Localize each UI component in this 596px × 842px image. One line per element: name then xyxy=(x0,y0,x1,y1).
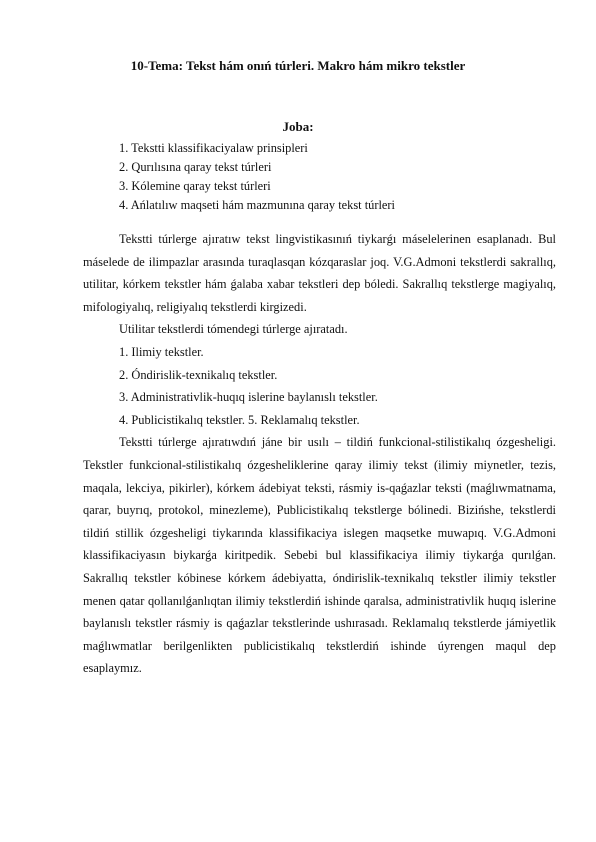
plan-item: 4. Ańlatılıw maqseti hám mazmunına qaray tekst túrleri xyxy=(119,198,395,212)
plan-list xyxy=(119,139,519,215)
plan-item: 1. Tekstti klassifikaciyalaw prinsipleri xyxy=(119,141,308,155)
paragraph-2: Utilitar tekstlerdi tómendegi túrlerge ajıratadı. xyxy=(119,322,348,337)
paragraph-1: Tekstti túrlerge ajıratıw tekst lingvistikasınıń tiykarǵı máselelerinen esaplanadı. Bul máselede de ilimpazlar arasında turaqlasqan kózqaraslar joq. V.G.Admoni tekstlerdi sakrallıq, utilitar, kórkem tekstler hám ǵalaba xabar tekstleri dep bóledi. Sakrallıq tekstlerge magiyalıq, mifologiyalıq, religiyalıq tekstlerdi kirgizedi. xyxy=(83,232,556,314)
utilitar-item: 2. Óndirislik-texnikalıq tekstler. xyxy=(119,367,278,382)
utilitar-item: 1. Ilimiy tekstler. xyxy=(119,344,204,359)
body-section-1 xyxy=(83,228,556,680)
document-title: 10-Tema: Tekst hám onıń túrleri. Makro hám mikro tekstler xyxy=(130,58,466,73)
plan-heading: Joba: xyxy=(282,119,314,134)
plan-item: 2. Qurılısına qaray tekst túrleri xyxy=(119,160,272,174)
utilitar-item: 3. Administrativlik-huqıq islerine baylanıslı tekstler. xyxy=(119,390,378,405)
plan-item: 3. Kólemine qaray tekst túrleri xyxy=(119,179,271,193)
utilitar-item: 4. Publicistikalıq tekstler. 5. Reklamalıq tekstler. xyxy=(119,412,360,427)
paragraph-3: Tekstti túrlerge ajıratıwdıń jáne bir usılı – tildiń funkcional-stilistikalıq ózgesheligi. Tekstler funkcional-stilistikalıq ózgesheliklerine qaray ilimiy tekst (ilimiy miynetler, tezis, maqala, lekciya, pikirler), kórkem ádebiyat teksti, rásmiy is-qaǵazlar teksti (maǵlıwmatnama, qarar, buyrıq, protokol, minezleme), Publicistikalıq tekstlerge bólinedi. Bizińshe, tekstlerdi tildiń stillik ózgesheligi tiykarında klassifikaciya islegen maqsetke muwapıq. V.G.Admoni klassifikaciyasın biykarǵa kiritpedik. Sebebi bul klassifikaciya ilimiy tiykarǵa qurılǵan. Sakrallıq tekstler kóbinese kórkem ádebiyatta, óndirislik-texnikalıq tekstler ilimiy tekstler menen qatar qollanılǵanlıqtan ilimiy tekstlerdiń ishinde qaralsa, administrativlik huqıq islerine baylanıslı tekstler rásmiy is qaǵazlar tekstlerinde ushırasadı. Reklamalıq tekstlerde jámiyetlik maǵlıwmatlar berilgenlikten publicistikalıq tekstlerdiń ishinde úyrengen maqul dep esaplaymız. xyxy=(83,435,556,676)
